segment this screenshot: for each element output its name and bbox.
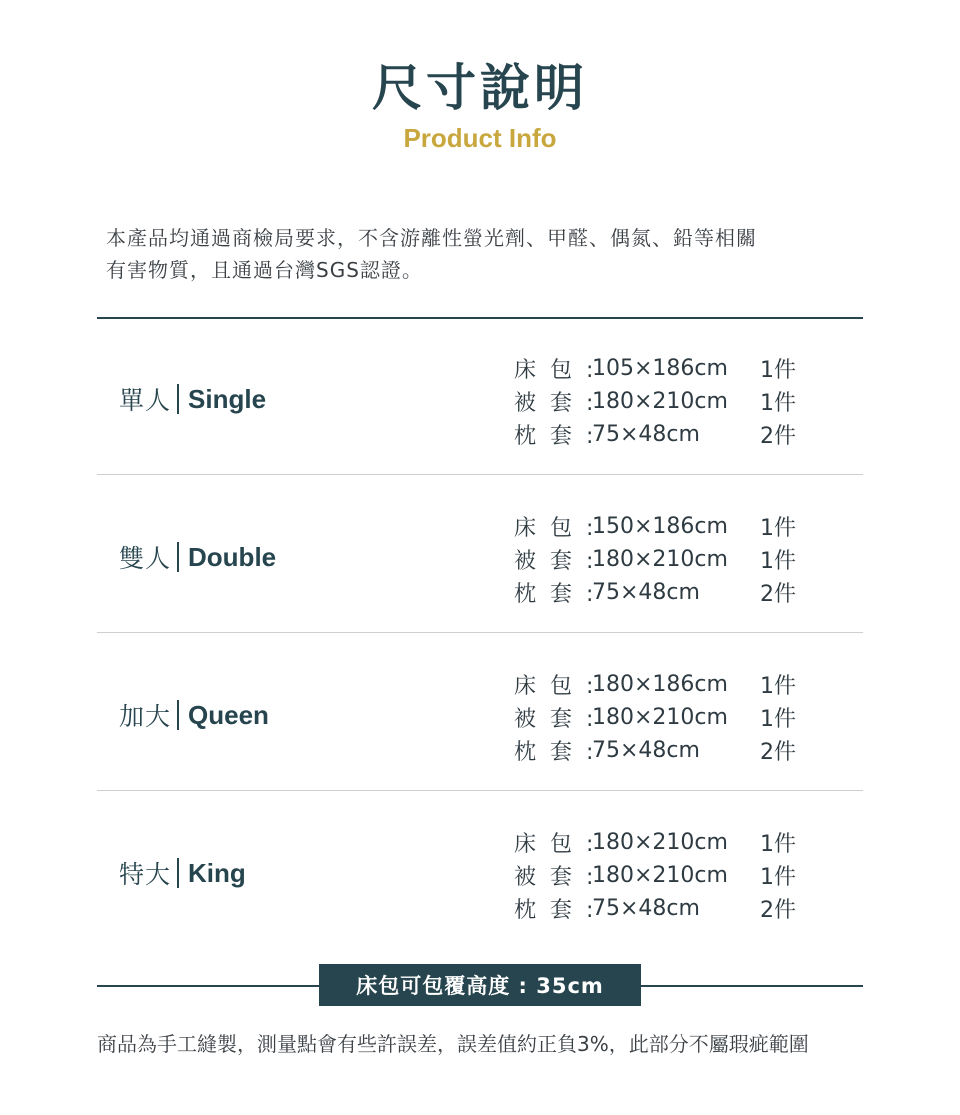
spec-list [514, 826, 854, 925]
size-label [119, 383, 266, 415]
intro-text [106, 222, 866, 286]
spec-item [514, 859, 854, 892]
spec-name: 枕套: [514, 424, 608, 449]
spec-qty: 1件 [760, 865, 796, 890]
spec-item [514, 668, 854, 701]
coverage-height-badge: 床包可包覆高度 : 35cm [319, 964, 641, 1006]
label-separator [177, 858, 179, 888]
spec-qty: 1件 [760, 516, 796, 541]
spec-dims: 75×48cm [592, 580, 700, 605]
spec-item [514, 892, 854, 925]
spec-qty: 2件 [760, 740, 796, 765]
spec-dims: 75×48cm [592, 422, 700, 447]
row-divider [97, 790, 863, 791]
spec-dims: 180×210cm [592, 705, 728, 730]
spec-name: 枕套: [514, 582, 608, 607]
size-name-zh: 加大 [119, 702, 172, 731]
spec-qty: 2件 [760, 898, 796, 923]
spec-item [514, 826, 854, 859]
size-name-zh: 雙人 [119, 544, 172, 573]
spec-name: 被套: [514, 549, 608, 574]
spec-dims: 180×210cm [592, 830, 728, 855]
size-label [119, 857, 246, 889]
spec-item [514, 510, 854, 543]
spec-item [514, 701, 854, 734]
page-subtitle: Product Info [403, 123, 557, 153]
intro-line-2: 有害物質，且通過台灣SGS認證。 [106, 258, 423, 282]
size-row-queen [97, 635, 863, 791]
spec-item [514, 543, 854, 576]
spec-qty: 1件 [760, 707, 796, 732]
size-row-king [97, 793, 863, 949]
spec-name: 床包: [514, 516, 608, 541]
spec-dims: 105×186cm [592, 356, 728, 381]
spec-list [514, 668, 854, 767]
spec-name: 被套: [514, 865, 608, 890]
spec-qty: 2件 [760, 424, 796, 449]
spec-name: 床包: [514, 832, 608, 857]
spec-name: 床包: [514, 674, 608, 699]
spec-dims: 75×48cm [592, 896, 700, 921]
size-name-zh: 單人 [119, 386, 172, 415]
spec-qty: 1件 [760, 391, 796, 416]
label-separator [177, 384, 179, 414]
size-label [119, 699, 269, 731]
spec-dims: 150×186cm [592, 514, 728, 539]
size-name-en: Single [188, 383, 267, 414]
spec-item [514, 418, 854, 451]
spec-dims: 180×186cm [592, 672, 728, 697]
spec-qty: 1件 [760, 674, 796, 699]
spec-name: 被套: [514, 707, 608, 732]
size-name-zh: 特大 [119, 860, 172, 889]
footer-divider-right [641, 985, 863, 987]
spec-name: 枕套: [514, 898, 608, 923]
size-name-en: Queen [188, 699, 269, 730]
spec-item [514, 385, 854, 418]
disclaimer-note: 商品為手工縫製，測量點會有些許誤差，誤差值約正負3%，此部分不屬瑕疵範圍 [97, 1032, 809, 1056]
spec-dims: 75×48cm [592, 738, 700, 763]
spec-qty: 1件 [760, 358, 796, 383]
spec-item [514, 352, 854, 385]
spec-list [514, 352, 854, 451]
footer-divider-left [97, 985, 319, 987]
spec-qty: 1件 [760, 832, 796, 857]
size-name-en: Double [188, 541, 277, 572]
size-row-double [97, 477, 863, 633]
size-row-single [97, 319, 863, 475]
spec-qty: 2件 [760, 582, 796, 607]
spec-list [514, 510, 854, 609]
size-name-en: King [188, 857, 246, 888]
row-divider [97, 632, 863, 633]
label-separator [177, 700, 179, 730]
spec-item [514, 576, 854, 609]
spec-dims: 180×210cm [592, 547, 728, 572]
spec-name: 被套: [514, 391, 608, 416]
spec-dims: 180×210cm [592, 389, 728, 414]
spec-name: 枕套: [514, 740, 608, 765]
spec-item [514, 734, 854, 767]
page-title: 尺寸說明 [372, 59, 588, 117]
intro-line-1: 本產品均通過商檢局要求，不含游離性螢光劑、甲醛、偶氮、鉛等相關 [106, 226, 757, 250]
row-divider [97, 474, 863, 475]
spec-dims: 180×210cm [592, 863, 728, 888]
label-separator [177, 542, 179, 572]
size-label [119, 541, 276, 573]
spec-qty: 1件 [760, 549, 796, 574]
spec-name: 床包: [514, 358, 608, 383]
